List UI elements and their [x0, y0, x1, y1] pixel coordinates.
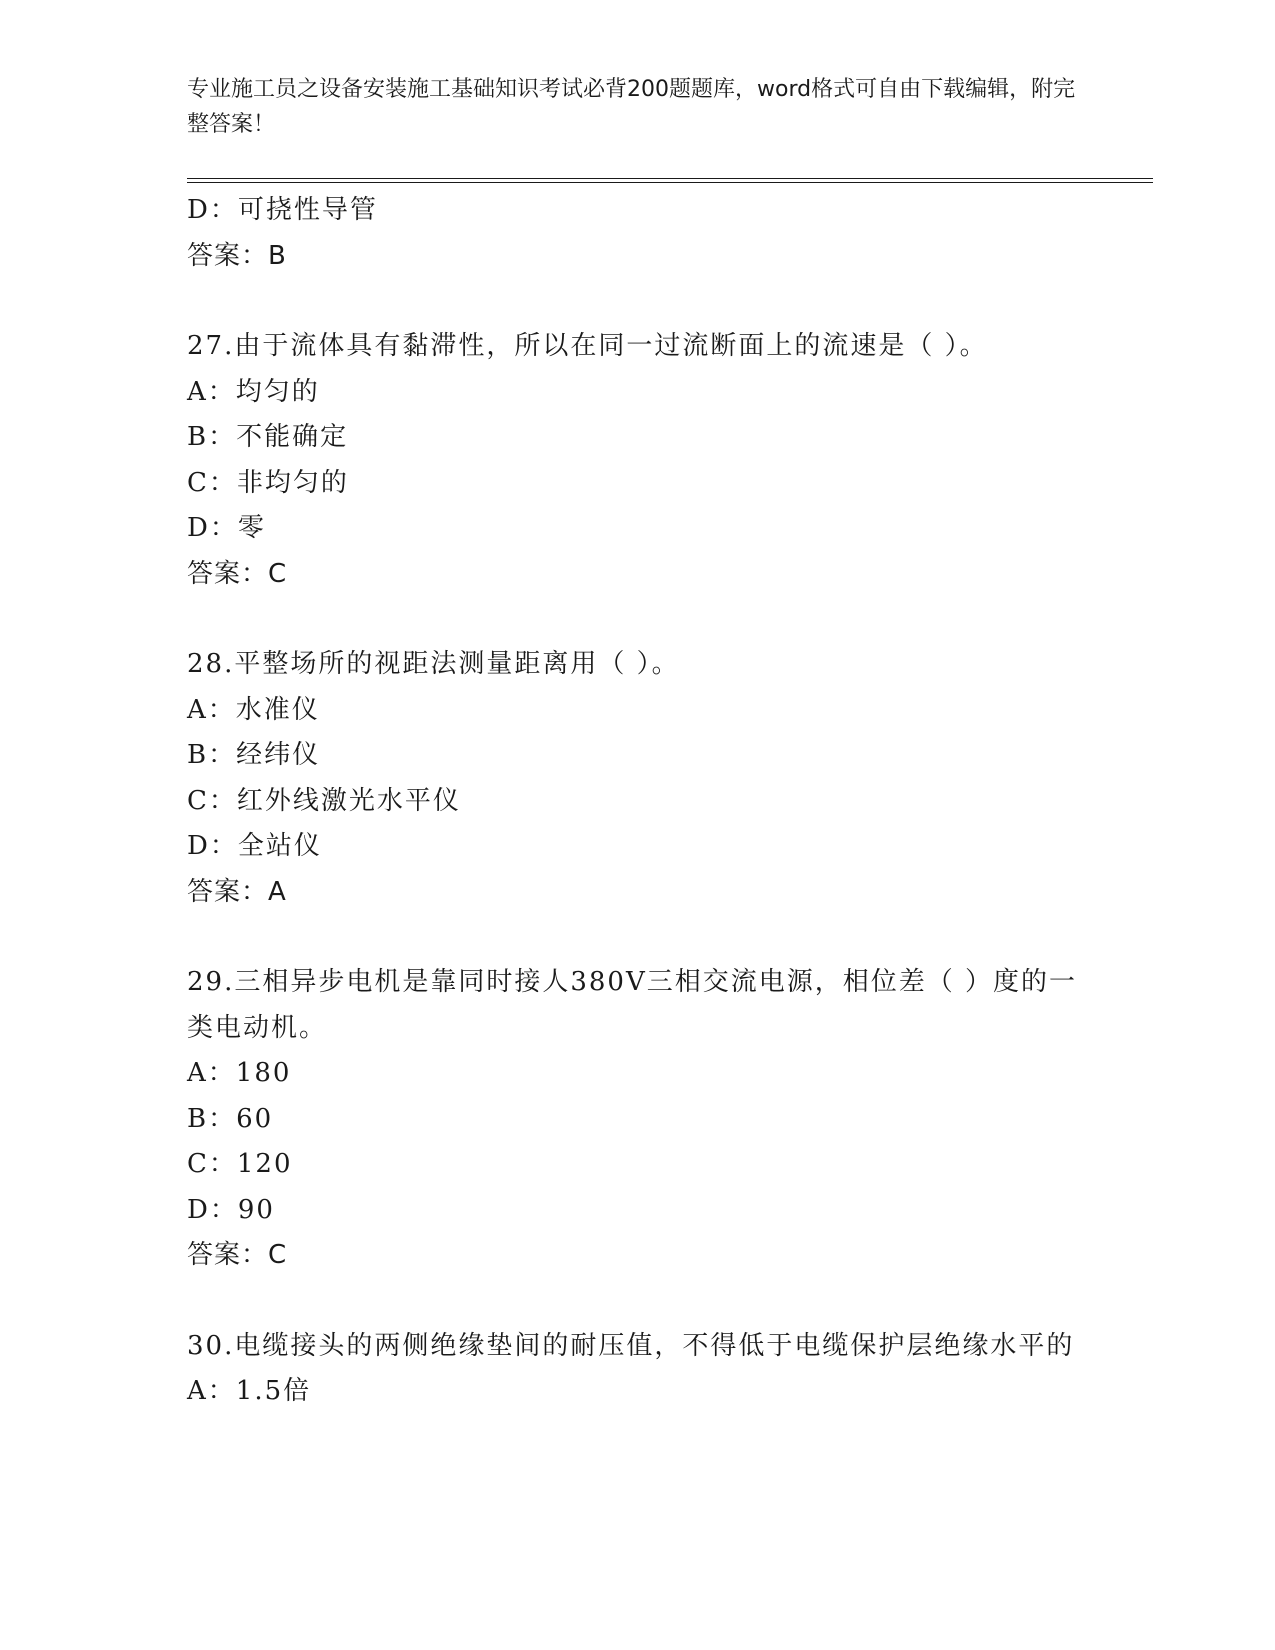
option-d: D：可挠性导管 — [187, 195, 378, 225]
answer-label: 答案：B — [187, 240, 287, 271]
option-c: C：非均匀的 — [187, 467, 349, 498]
option-d: D：全站仪 — [187, 831, 322, 861]
question-stem: 29.三相异步电机是靠同时接人380V三相交流电源，相位差（ ）度的一类电动机。 — [187, 967, 1078, 1043]
option-a: A：水准仪 — [187, 694, 320, 725]
option-d: D：90 — [187, 1194, 275, 1225]
question-stem: 28.平整场所的视距法测量距离用（ ）。 — [187, 649, 680, 679]
header-divider-bottom — [187, 182, 1153, 183]
option-a: A：1.5倍 — [187, 1376, 312, 1406]
option-c: C：120 — [187, 1149, 293, 1179]
page-header: 专业施工员之设备安装施工基础知识考试必背200题题库，word格式可自由下载编辑，附完整答案！ — [187, 77, 1076, 137]
answer-label: 答案：C — [187, 1240, 288, 1270]
answer-label: 答案：C — [187, 558, 288, 589]
option-d: D：零 — [187, 513, 266, 543]
header-divider-top — [187, 178, 1153, 179]
option-b: B：60 — [187, 1103, 274, 1134]
option-c: C：红外线激光水平仪 — [187, 785, 461, 816]
question-list — [187, 188, 1087, 1415]
question-stem: 30.电缆接头的两侧绝缘垫间的耐压值，不得低于电缆保护层绝缘水平的 — [187, 1330, 1075, 1361]
question-stem: 27.由于流体具有黏滞性，所以在同一过流断面上的流速是（ ）。 — [187, 331, 988, 361]
answer-label: 答案：A — [187, 876, 287, 907]
option-b: B：不能确定 — [187, 422, 349, 452]
option-a: A：180 — [187, 1058, 292, 1088]
option-a: A：均匀的 — [187, 376, 320, 407]
option-b: B：经纬仪 — [187, 740, 321, 770]
